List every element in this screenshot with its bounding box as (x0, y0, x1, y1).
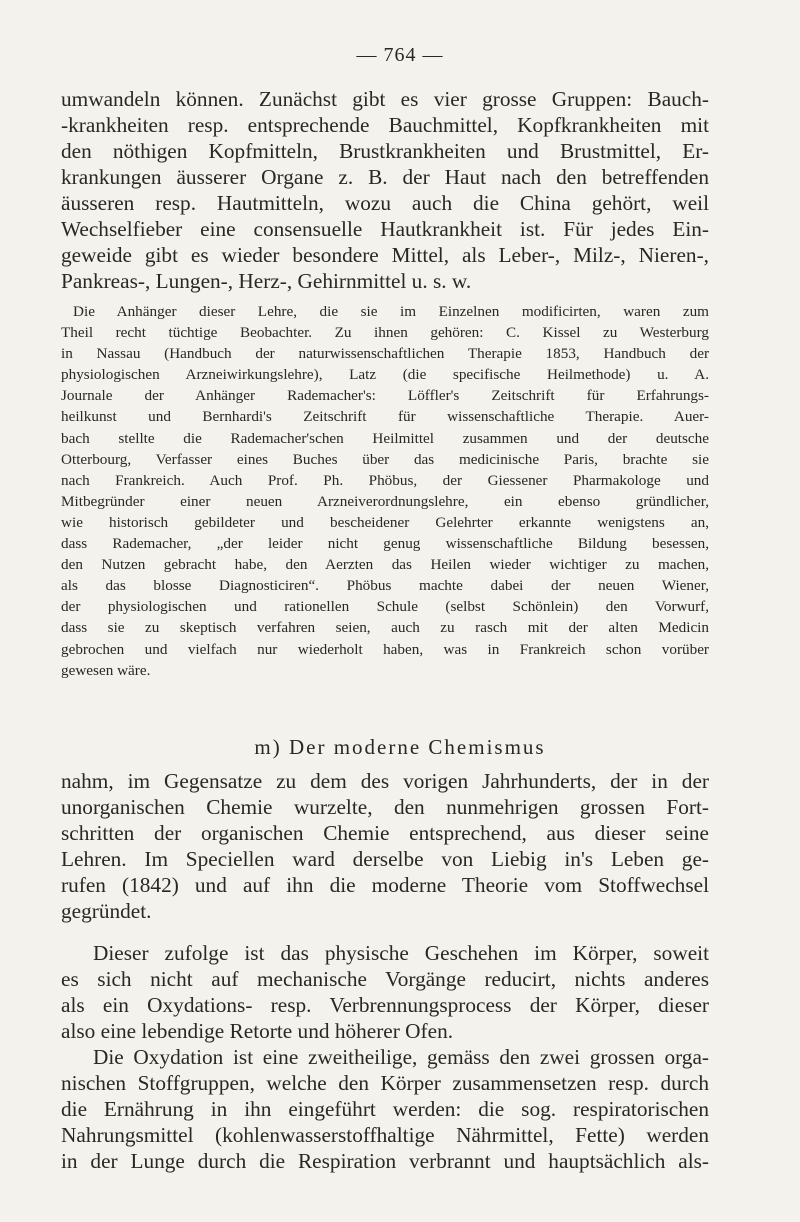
small-print-line: gewesen wäre. (61, 661, 151, 679)
small-print-line: dass Rademacher, „der leider nicht genug wissenschaftliche Bildung besessen, (61, 535, 709, 553)
small-print-line: gebrochen und vielfach nur wiederholt haben, was in Frankreich schon vorüber (61, 640, 709, 658)
small-print-line: nach Frankreich. Auch Prof. Ph. Phöbus, der Giessener Pharmakologe und (61, 471, 709, 489)
section-heading: m) Der moderne Chemismus (254, 735, 546, 759)
text-line: schritten der organischen Chemie entsprechend, aus dieser seine (61, 821, 709, 845)
text-line: umwandeln können. Zunächst gibt es vier grosse Gruppen: Bauch- (61, 87, 709, 111)
text-line: Dieser zufolge ist das physische Geschehen im Körper, soweit (93, 941, 709, 965)
small-print-paragraph (61, 301, 709, 681)
small-print-line: heilkunst und Bernhardi's Zeitschrift für wissenschaftliche Therapie. Auer- (61, 408, 709, 426)
text-line: es sich nicht auf mechanische Vorgänge reducirt, nichts anderes (61, 967, 709, 991)
small-print-line: wie historisch gebildeter und bescheidener Gelehrter erkannte wenigstens an, (61, 513, 709, 531)
text-line: krankungen äusserer Organe z. B. der Haut nach den betreffenden (61, 165, 709, 189)
small-print-line: in Nassau (Handbuch der naturwissenschaftlichen Therapie 1853, Handbuch der (61, 345, 709, 363)
small-print-line: dass sie zu skeptisch verfahren seien, auch zu rasch mit der alten Medicin (61, 619, 709, 637)
body-paragraph (61, 940, 709, 1044)
small-print-line: Theil recht tüchtige Beobachter. Zu ihnen gehören: C. Kissel zu Westerburg (61, 324, 709, 342)
text-line: unorganischen Chemie wurzelte, den nunmehrigen grossen Fort- (61, 795, 709, 819)
small-print-line: Die Anhänger dieser Lehre, die sie im Einzelnen modificirten, waren zum (73, 303, 709, 320)
main-paragraph (61, 86, 709, 294)
text-line: -krankheiten resp. entsprechende Bauchmittel, Kopfkrankheiten mit (61, 113, 709, 137)
body-paragraph (61, 768, 709, 924)
page-number: — 764 — (356, 44, 444, 66)
text-line: nischen Stoffgruppen, welche den Körper zusammensetzen resp. durch (61, 1071, 709, 1095)
small-print-line: Otterbourg, Verfasser eines Buches über das medicinische Paris, brachte sie (61, 450, 709, 468)
small-print-line: bach stellte die Rademacher'schen Heilmittel zusammen und der deutsche (61, 429, 709, 447)
text-line: den nöthigen Kopfmitteln, Brustkrankheiten und Brustmittel, Er- (61, 139, 709, 163)
text-line: als ein Oxydations- resp. Verbrennungsprocess der Körper, dieser (61, 993, 709, 1017)
small-print-line: der physiologischen und rationellen Schule (selbst Schönlein) den Vorwurf, (61, 598, 709, 616)
text-line: Lehren. Im Speciellen ward derselbe von Liebig in's Leben ge- (61, 847, 709, 871)
text-line: rufen (1842) und auf ihn die moderne Theorie vom Stoffwechsel (61, 873, 709, 897)
text-line: also eine lebendige Retorte und höherer Ofen. (61, 1019, 454, 1043)
small-print-line: physiologischen Arzneiwirkungslehre), Latz (die specifische Heilmethode) u. A. (61, 366, 709, 384)
text-line: Die Oxydation ist eine zweitheilige, gemäss den zwei grossen orga- (93, 1045, 709, 1069)
small-print-line: Mitbegründer einer neuen Arzneiverordnungslehre, ein ebenso gründlicher, (61, 492, 709, 510)
text-line: die Ernährung in ihn eingeführt werden: die sog. respiratorischen (61, 1097, 709, 1121)
text-line: nahm, im Gegensatze zu dem des vorigen Jahrhunderts, der in der (61, 769, 709, 793)
text-line: in der Lunge durch die Respiration verbrannt und hauptsächlich als- (61, 1149, 709, 1173)
text-line: äusseren resp. Hautmitteln, wozu auch die China gehört, weil (61, 191, 709, 215)
text-line: gegründet. (61, 899, 152, 923)
text-line: Wechselfieber eine consensuelle Hautkrankheit ist. Für jedes Ein- (61, 217, 709, 241)
text-line: geweide gibt es wieder besondere Mittel, als Leber-, Milz-, Nieren-, (61, 243, 709, 267)
text-line: Nahrungsmittel (kohlenwasserstoffhaltige Nährmittel, Fette) werden (61, 1123, 709, 1147)
small-print-line: den Nutzen gebracht habe, den Aerzten das Heilen wieder wichtiger zu machen, (61, 556, 709, 574)
small-print-line: Journale der Anhänger Rademacher's: Löffler's Zeitschrift für Erfahrungs- (61, 387, 709, 405)
text-line: Pankreas-, Lungen-, Herz-, Gehirnmittel u. s. w. (61, 269, 472, 293)
small-print-line: als das blosse Diagnosticiren“. Phöbus machte dabei der neuen Wiener, (61, 577, 709, 595)
body-paragraph (61, 1044, 709, 1174)
